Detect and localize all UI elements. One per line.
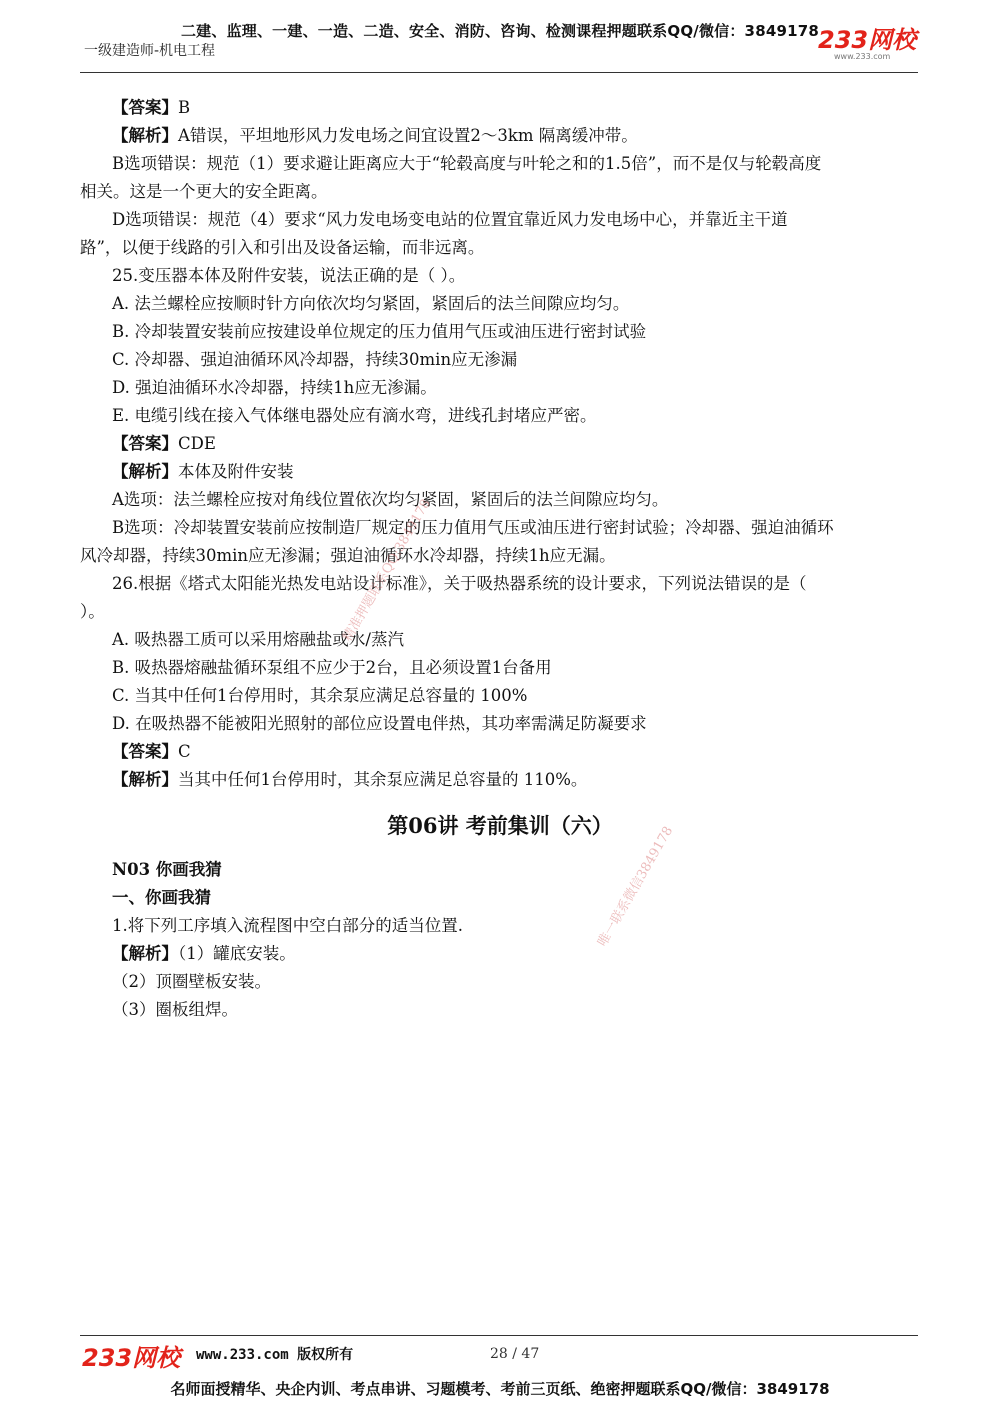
footer-divider (80, 1335, 918, 1336)
question-25: 25.变压器本体及附件安装，说法正确的是（ ）。 (112, 266, 466, 285)
footer-logo: 233网校 (82, 1344, 181, 1372)
analysis-line: 【解析】A错误，平坦地形风力发电场之间宜设置2～3km 隔离缓冲带。 (112, 126, 638, 145)
text-line: 路”，以便于线路的引入和引出及设备运输，而非远离。 (80, 238, 485, 257)
bottom-banner: 名师面授精华、央企内训、考点串讲、习题模考、考前三页纸、绝密押题联系QQ/微信：3849178 (170, 1380, 830, 1398)
text-line: ）。 (80, 602, 105, 621)
top-banner: 二建、监理、一建、一造、二造、安全、消防、咨询、检测课程押题联系QQ/微信：3849178 (180, 22, 820, 40)
option-line: A. 法兰螺栓应按顺时针方向依次均匀紧固，紧固后的法兰间隙应均匀。 (112, 294, 630, 313)
option-line: A. 吸热器工质可以采用熔融盐或水/蒸汽 (112, 630, 404, 649)
brand-logo-text: 233网校 (818, 26, 917, 54)
brand-logo-url: www.233.com (834, 52, 891, 61)
question-26: 26.根据《塔式太阳能光热发电站设计标准》，关于吸热器系统的设计要求，下列说法错误的是（ (112, 574, 807, 593)
option-line: C. 当其中任何1台停用时，其余泵应满足总容量的 100% (112, 686, 528, 705)
text-line: 风冷却器，持续30min应无渗漏；强迫油循环水冷却器，持续1h应无漏。 (80, 546, 616, 565)
option-line: E. 电缆引线在接入气体继电器处应有滴水弯，进线孔封堵应严密。 (112, 406, 597, 425)
option-line: B. 冷却装置安装前应按建设单位规定的压力值用气压或油压进行密封试验 (112, 322, 647, 341)
text-line: （2）顶圈壁板安装。 (112, 972, 271, 991)
footer-copyright: www.233.com 版权所有 (196, 1347, 354, 1363)
answer-line: 【答案】B (112, 98, 191, 117)
text-line: （3）圈板组焊。 (112, 1000, 238, 1019)
option-line: D. 强迫油循环水冷却器，持续1h应无渗漏。 (112, 378, 437, 397)
analysis-line: 【解析】（1）罐底安装。 (112, 944, 296, 963)
analysis-line: 【解析】当其中任何1台停用时，其余泵应满足总容量的 110%。 (112, 770, 588, 789)
subsection-title: 一、你画我猜 (112, 888, 211, 907)
watermark-text: 精准押题联系QQ:3849178 (340, 496, 435, 645)
answer-line: 【答案】C (112, 742, 191, 761)
analysis-line: 【解析】本体及附件安装 (112, 462, 294, 481)
option-line: D. 在吸热器不能被阳光照射的部位应设置电伴热，其功率需满足防凝要求 (112, 714, 647, 733)
subsection-title: N03 你画我猜 (112, 860, 222, 879)
text-line: 相关。这是一个更大的安全距离。 (80, 182, 328, 201)
option-line: B. 吸热器熔融盐循环泵组不应少于2台，且必须设置1台备用 (112, 658, 552, 677)
header-divider (80, 72, 918, 73)
text-line: 1.将下列工序填入流程图中空白部分的适当位置. (112, 916, 463, 935)
watermark-text: 唯一联系微信3849178 (595, 824, 677, 950)
answer-line: 【答案】CDE (112, 434, 216, 453)
header-subtitle: 一级建造师-机电工程 (84, 43, 216, 59)
page-number: 28 / 47 (490, 1346, 540, 1362)
text-line: D选项错误：规范（4）要求“风力发电场变电站的位置宜靠近风力发电场中心，并靠近主干道 (112, 210, 788, 229)
text-line: B选项错误：规范（1）要求避让距离应大于“轮毂高度与叶轮之和的1.5倍”，而不是仅与轮毂高度 (112, 154, 822, 173)
text-line: A选项：法兰螺栓应按对角线位置依次均匀紧固，紧固后的法兰间隙应均匀。 (112, 490, 669, 509)
option-line: C. 冷却器、强迫油循环风冷却器，持续30min应无渗漏 (112, 350, 518, 369)
brand-logo (818, 28, 918, 61)
section-heading: 第06讲 考前集训（六） (387, 813, 613, 838)
text-line: B选项：冷却装置安装前应按制造厂规定的压力值用气压或油压进行密封试验；冷却器、强迫油循环 (112, 518, 834, 537)
